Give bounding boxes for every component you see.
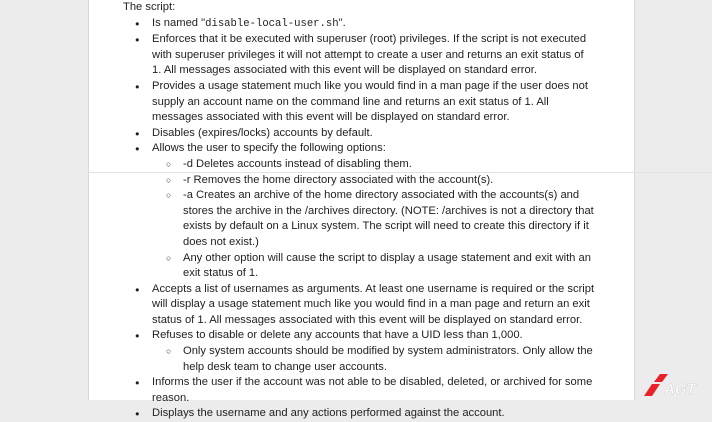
logo-text: AGT [664, 381, 696, 398]
options-sublist [166, 157, 595, 282]
list-item: ● Is named "disable-local-user.sh". [123, 16, 595, 33]
list-item: ● Informs the user if the account was not able to be disabled, deleted, or archived for some reason. [123, 375, 595, 406]
section-heading: The script: [123, 1, 176, 13]
list-item: ● Allows the user to specify the following options: ○ -d Deletes accounts instead of disabling them. ○ -r Removes the home directory associated with the account(s). ○ -a Creates an archive of the home directory associated with the accounts(s) and stores the archive in the /archives directory. (NOTE: /archives is not a directory that exists by default on a Linux system. The script will need to create this directory if it does not exist.) ○ Any other option will cause the script to display a usage statement and exit with an exit status of 1. [123, 141, 595, 281]
sub-list-item: ○ -r Removes the home directory associated with the account(s). [166, 173, 595, 189]
agt-logo [640, 372, 708, 398]
sub-list-item: ○ -a Creates an archive of the home directory associated with the accounts(s) and stores the archive in the /archives directory. (NOTE: /archives is not a directory that exists by default on a Linux system. The script will need to create this directory if it does not exist.) [166, 188, 595, 250]
sub-list-item: ○ Only system accounts should be modified by system administrators. Only allow the help desk team to change user accounts. [166, 344, 595, 375]
list-item: ● Provides a usage statement much like you would find in a man page if the user does not supply an account name on the command line and returns an exit status of 1. All messages associated with this event will be displayed on standard error. [123, 79, 595, 126]
list-item: ● Refuses to disable or delete any accounts that have a UID less than 1,000. ○ Only system accounts should be modified by system administrators. Only allow the help desk team to change user accounts. [123, 328, 595, 375]
sub-list-item: ○ -d Deletes accounts instead of disabling them. [166, 157, 595, 173]
requirements-list [123, 16, 595, 422]
list-item: ● Enforces that it be executed with superuser (root) privileges. If the script is not executed with superuser privileges it will not attempt to create a user and returns an exit status of 1. All messages associated with this event will be displayed on standard error. [123, 32, 595, 79]
list-item: ● Accepts a list of usernames as arguments. At least one username is required or the script will display a usage statement much like you would find in a man page and return an exit status of 1. All messages associated with this event will be displayed on standard error. [123, 282, 595, 329]
sub-list-item: ○ Any other option will cause the script to display a usage statement and exit with an exit status of 1. [166, 251, 595, 282]
list-item: ● Disables (expires/locks) accounts by default. [123, 126, 595, 142]
script-filename: disable-local-user.sh [205, 17, 339, 30]
document-body [123, 0, 595, 422]
uid-sublist [166, 344, 595, 375]
list-item: ● Displays the username and any actions performed against the account. [123, 406, 595, 422]
logo-mark [644, 384, 660, 396]
